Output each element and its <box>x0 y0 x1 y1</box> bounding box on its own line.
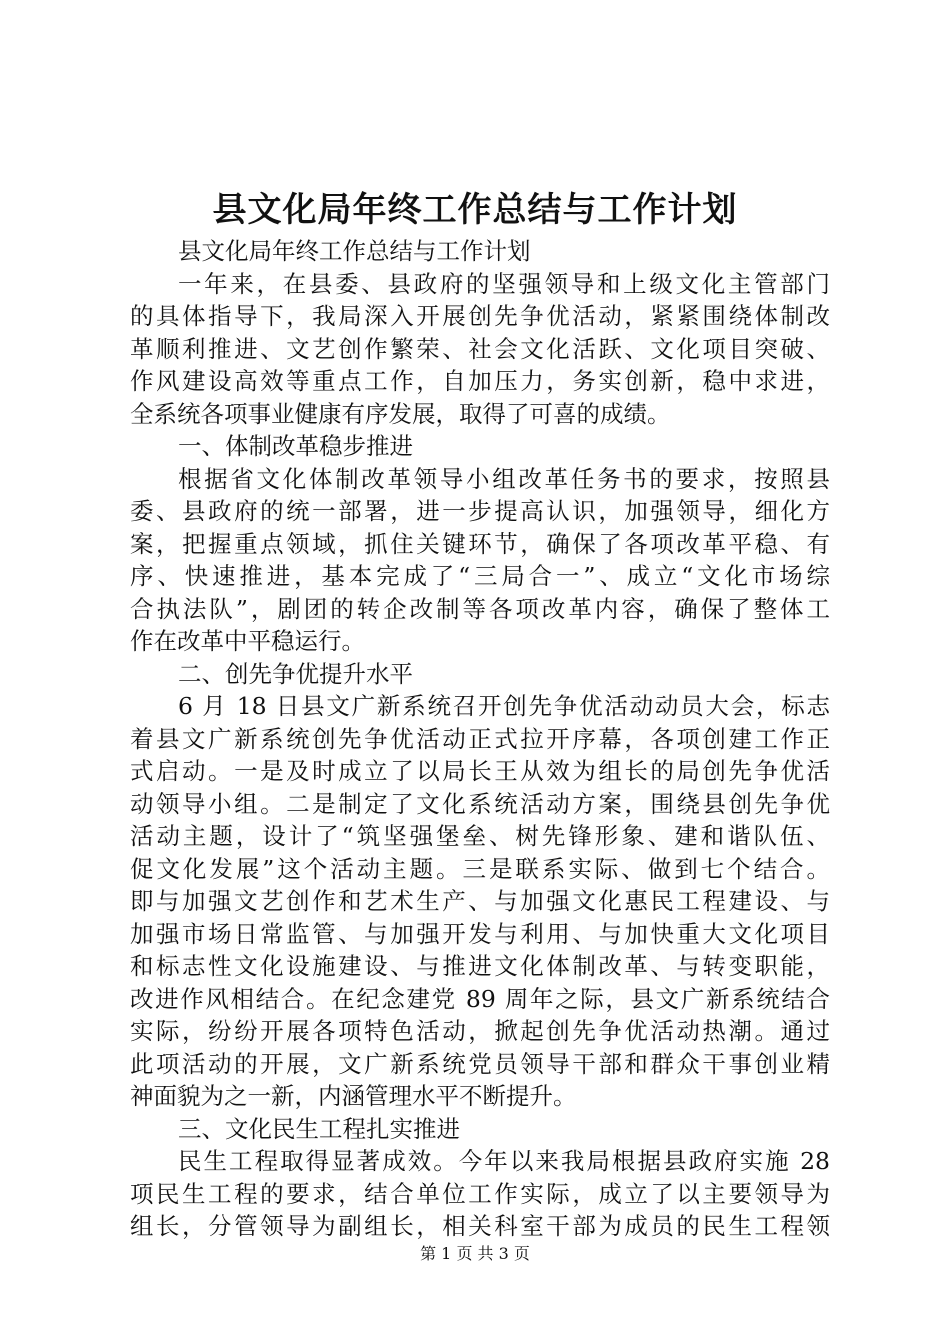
text-line: 加强市场日常监管、与加强开发与利用、与加快重大文化项目 <box>130 919 830 948</box>
text-line: 合执法队”，剧团的转企改制等各项改革内容，确保了整体工 <box>130 594 830 623</box>
text-line: 着县文广新系统创先争优活动正式拉开序幕，各项创建工作正 <box>130 724 830 753</box>
text-line: 改进作风相结合。在纪念建党 89 周年之际，县文广新系统结合 <box>130 984 830 1013</box>
document-body <box>130 235 830 1243</box>
text-line: 一年来，在县委、县政府的坚强领导和上级文化主管部门 <box>178 269 830 298</box>
text-line: 全系统各项事业健康有序发展，取得了可喜的成绩。 <box>130 399 671 428</box>
text-line: 作风建设高效等重点工作，自加压力，务实创新，稳中求进， <box>130 367 830 395</box>
text-line: 民生工程取得显著成效。今年以来我局根据县政府实施 28 <box>178 1147 830 1175</box>
text-line: 二、创先争优提升水平 <box>178 659 413 688</box>
text-line: 6 月 18 日县文广新系统召开创先争优活动动员大会，标志 <box>178 692 830 720</box>
text-line: 动领导小组。二是制定了文化系统活动方案，围绕县创先争优 <box>130 789 830 818</box>
text-line: 神面貌为之一新，内涵管理水平不断提升。 <box>130 1082 577 1110</box>
text-line: 县文化局年终工作总结与工作计划 <box>178 237 531 265</box>
text-line: 活动主题，设计了“筑坚强堡垒、树先锋形象、建和谐队伍、 <box>130 822 830 850</box>
text-line: 此项活动的开展，文广新系统党员领导干部和群众干事创业精 <box>130 1049 830 1078</box>
text-line: 的具体指导下，我局深入开展创先争优活动，紧紧围绕体制改 <box>130 302 830 330</box>
text-line: 委、县政府的统一部署，进一步提高认识，加强领导，细化方 <box>130 497 830 525</box>
text-line: 作在改革中平稳运行。 <box>130 627 365 655</box>
text-line: 序、快速推进，基本完成了“三局合一”、成立“文化市场综 <box>130 562 830 590</box>
text-line: 实际，纷纷开展各项特色活动，掀起创先争优活动热潮。通过 <box>130 1017 830 1045</box>
page-footer: 第 1 页 共 3 页 <box>420 1244 530 1263</box>
text-line: 组长，分管领导为副组长，相关科室干部为成员的民生工程领 <box>130 1212 830 1240</box>
text-line: 根据省文化体制改革领导小组改革任务书的要求，按照县 <box>178 464 830 493</box>
text-line: 促文化发展”这个活动主题。三是联系实际、做到七个结合。 <box>130 854 830 883</box>
text-line: 案，把握重点领域，抓住关键环节，确保了各项改革平稳、有 <box>130 529 830 558</box>
document-title: 县文化局年终工作总结与工作计划 <box>212 190 738 230</box>
text-line: 一、体制改革稳步推进 <box>178 432 413 460</box>
text-line: 即与加强文艺创作和艺术生产、与加强文化惠民工程建设、与 <box>130 887 830 915</box>
text-line: 和标志性文化设施建设、与推进文化体制改革、与转变职能， <box>130 952 830 980</box>
text-line: 革顺利推进、文艺创作繁荣、社会文化活跃、文化项目突破、 <box>130 334 830 363</box>
text-line: 三、文化民生工程扎实推进 <box>178 1114 460 1143</box>
text-line: 式启动。一是及时成立了以局长王从效为组长的局创先争优活 <box>130 757 830 785</box>
text-line: 项民生工程的要求，结合单位工作实际，成立了以主要领导为 <box>130 1179 830 1208</box>
